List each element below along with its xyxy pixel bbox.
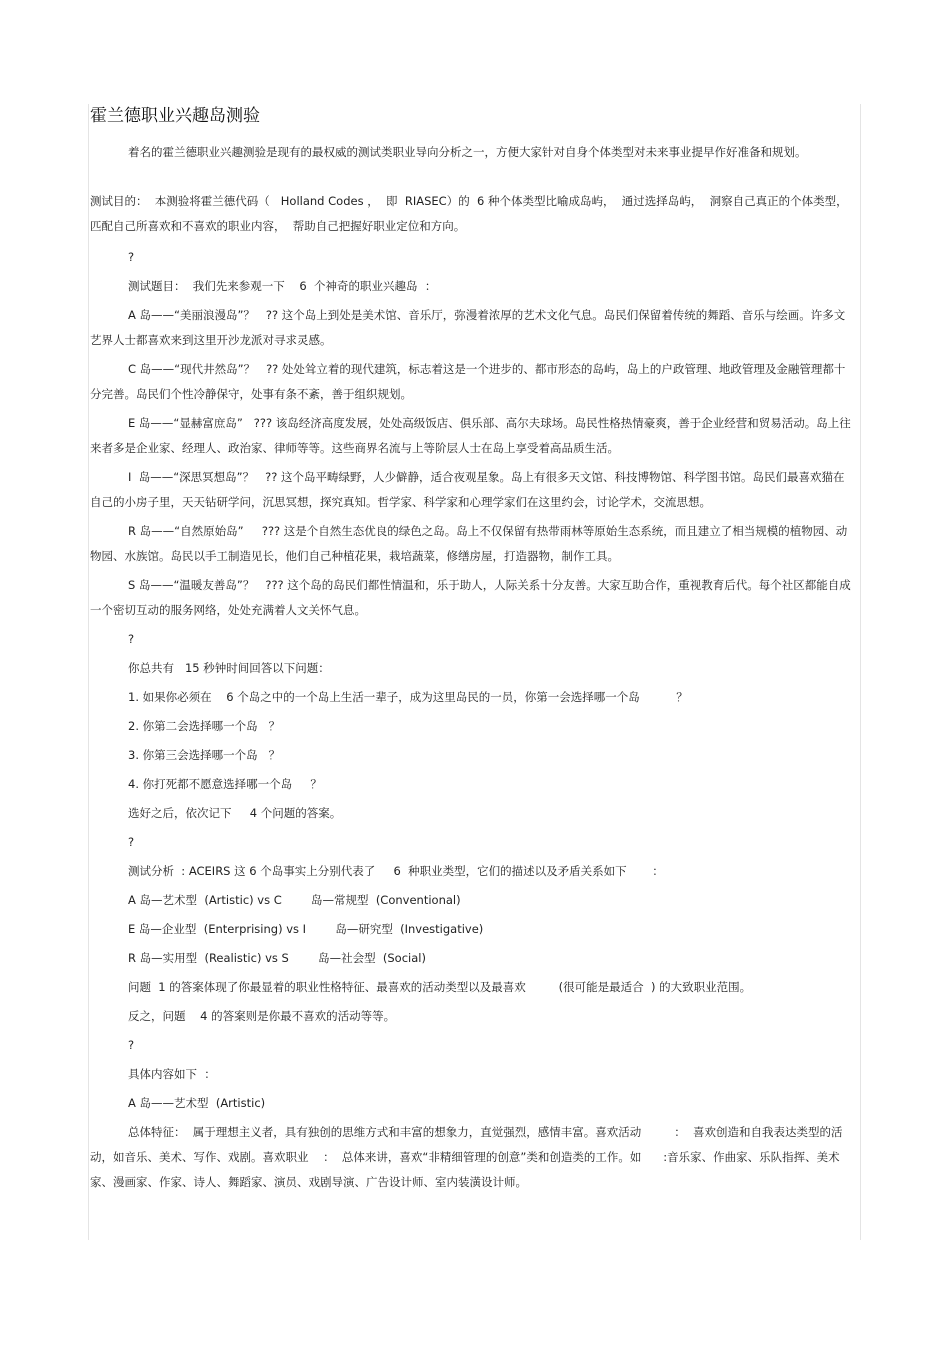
time-note: 你总共有 15 秒钟时间回答以下问题： xyxy=(128,661,330,675)
question-4: 4. 你打死都不愿意选择哪一个岛 ？ xyxy=(128,777,322,791)
island-a-description: A 岛——“美丽浪漫岛”？ ?? 这个岛上到处是美术馆、音乐厅，弥漫着浓厚的艺术文化气息。岛民们保留着传统的舞蹈、音乐与绘画。许多文艺界人士都喜欢来到这里开沙龙派对寻求灵感。 xyxy=(90,308,846,347)
page-border-right xyxy=(860,104,861,1240)
document-body xyxy=(90,104,854,1195)
pair-e-i: E 岛—企业型 (Enterprising) vs I 岛—研究型 (Investigative) xyxy=(128,922,484,936)
record-note: 选好之后，依次记下 4 个问题的答案。 xyxy=(128,806,342,820)
question-1: 1. 如果你必须在 6 个岛之中的一个岛上生活一辈子，成为这里岛民的一员，你第一会选择哪一个岛 ？ xyxy=(128,690,688,704)
test-intro: 测试题目： 我们先来参观一下 6 个神奇的职业兴趣岛 ： xyxy=(128,279,437,293)
answer-1-note: 问题 1 的答案体现了你最显着的职业性格特征、最喜欢的活动类型以及最喜欢 (很可能是最适合 ) 的大致职业范围。 xyxy=(128,980,752,994)
separator-mark: ? xyxy=(128,632,135,646)
document-title: 霍兰德职业兴趣岛测验 xyxy=(90,106,260,126)
island-e-description: E 岛——“显赫富庶岛” ??? 该岛经济高度发展，处处高级饭店、俱乐部、高尔夫球场。岛民性格热情豪爽，善于企业经营和贸易活动。岛上往来者多是企业家、经理人、政治家、律师等等。这些商界名流与上等阶层人士在岛上享受着高品质生活。 xyxy=(90,416,851,455)
question-2: 2. 你第二会选择哪一个岛 ？ xyxy=(128,719,281,733)
island-s-description: S 岛——“温暖友善岛”？ ??? 这个岛的岛民们都性情温和，乐于助人，人际关系十分友善。大家互助合作，重视教育后代。每个社区都能自成一个密切互动的服务网络，处处充满着人文关怀气息。 xyxy=(90,578,851,617)
analysis-intro: 测试分析 : ACEIRS 这 6 个岛事实上分别代表了 6 种职业类型，它们的描述以及矛盾关系如下 ： xyxy=(128,864,664,878)
pair-r-s: R 岛—实用型 (Realistic) vs S 岛—社会型 (Social) xyxy=(128,951,426,965)
pair-a-c: A 岛—艺术型 (Artistic) vs C 岛—常规型 (Conventional) xyxy=(128,893,461,907)
island-r-description: R 岛——“自然原始岛” ??? 这是个自然生态优良的绿色之岛。岛上不仅保留有热带雨林等原始生态系统，而且建立了相当规模的植物园、动物园、水族馆。岛民以手工制造见长，他们自己种植花果，栽培蔬菜，修缮房屋，打造器物，制作工具。 xyxy=(90,524,848,563)
island-c-description: C 岛——“现代井然岛”？ ?? 处处耸立着的现代建筑，标志着这是一个进步的、都市形态的岛屿，岛上的户政管理、地政管理及金融管理都十分完善。岛民们个性冷静保守，处事有条不紊，善于组织规划。 xyxy=(90,362,846,401)
intro-paragraph: 着名的霍兰德职业兴趣测验是现有的最权威的测试类职业导向分析之一，方便大家针对自身个体类型对未来事业提早作好准备和规划。 xyxy=(128,145,807,159)
artistic-heading: A 岛——艺术型 (Artistic) xyxy=(128,1096,266,1110)
separator-mark: ? xyxy=(128,1038,135,1052)
island-i-description: I 岛——“深思冥想岛”？ ?? 这个岛平畴绿野，人少僻静，适合夜观星象。岛上有很多天文馆、科技博物馆、科学图书馆。岛民们最喜欢猫在自己的小房子里，天天钻研学问，沉思冥想，探究真知。哲学家、科学家和心理学家们在这里约会，讨论学术，交流思想。 xyxy=(90,470,845,509)
question-3: 3. 你第三会选择哪一个岛 ？ xyxy=(128,748,281,762)
separator-mark: ? xyxy=(128,835,135,849)
separator-mark: ? xyxy=(128,250,135,264)
answer-4-note: 反之，问题 4 的答案则是你最不喜欢的活动等等。 xyxy=(128,1009,396,1023)
purpose-paragraph: 测试目的： 本测验将霍兰德代码（ Holland Codes ， 即 RIASEC）的 6 种个体类型比喻成岛屿， 通过选择岛屿， 洞察自己真正的个体类型，匹配自己所喜欢和不喜欢的职业内容， 帮助自己把握好职业定位和方向。 xyxy=(90,194,848,233)
page-border-left xyxy=(88,104,89,1240)
artistic-description: 总体特征： 属于理想主义者，具有独创的思维方式和丰富的想象力，直觉强烈，感情丰富。喜欢活动 ： 喜欢创造和自我表达类型的活动，如音乐、美术、写作、戏剧。喜欢职业 ： 总体来讲，喜欢“非精细管理的创意”类和创造类的工作。如 :音乐家、作曲家、乐队指挥、美术家、漫画家、作家、诗人、舞蹈家、演员、戏剧导演、广告设计师、室内装潢设计师。 xyxy=(90,1125,843,1189)
details-intro: 具体内容如下 ： xyxy=(128,1067,216,1081)
